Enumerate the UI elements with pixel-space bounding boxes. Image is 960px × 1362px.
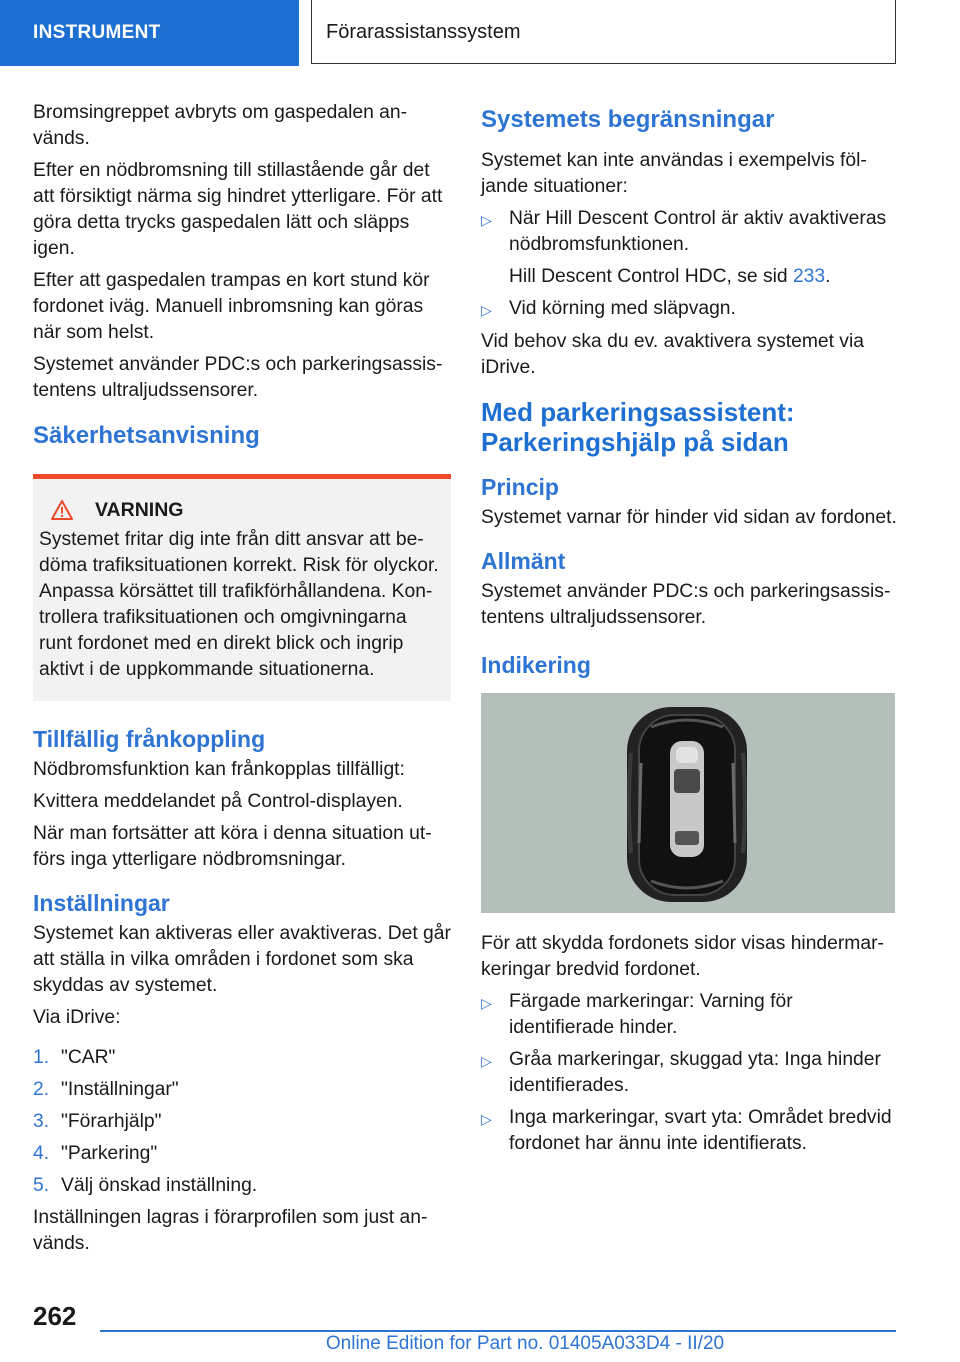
warning-title: VARNING <box>95 499 184 521</box>
left-column <box>33 100 451 1263</box>
list-item: 1. "CAR" <box>33 1047 116 1068</box>
right-column <box>481 100 897 1163</box>
warning-triangle-icon <box>51 500 73 520</box>
car-icon <box>670 741 704 857</box>
paragraph: Systemet kan inte användas i exempelvis föl-jande situationer: <box>481 150 867 197</box>
heading-temporary-disable: Tillfällig frånkoppling <box>33 726 266 752</box>
bullet-triangle-icon: ▷ <box>481 1111 492 1127</box>
heading-principle: Princip <box>481 474 559 500</box>
bullet-triangle-icon: ▷ <box>481 212 492 228</box>
limitations-list <box>481 206 897 323</box>
heading-safety: Säkerhetsanvisning <box>33 422 260 449</box>
paragraph: Vid behov ska du ev. avaktivera systemet via iDrive. <box>481 331 864 378</box>
paragraph: För att skydda fordonets sidor visas hindermar-keringar bredvid fordonet. <box>481 933 884 980</box>
paragraph: Inställningen lagras i förarprofilen som just an-vänds. <box>33 1207 428 1254</box>
list-item: 2. "Inställningar" <box>33 1079 179 1100</box>
footer-edition: Online Edition for Part no. 01405A033D4 - II/20 <box>325 1333 725 1354</box>
parking-display-figure <box>481 693 895 913</box>
list-item: ▷ När Hill Descent Control är aktiv avaktiveras nödbromsfunktionen. Hill Descent Control HDC, se sid 233. <box>481 206 897 290</box>
warning-text: Systemet fritar dig inte från ditt ansvar att be-döma trafiksituationen korrekt. Risk för olyckor. Anpassa körsättet till trafikförhållandena. Kon-trollera trafiksituationen och omgivningarna runt fordonet med en direkt blick och ingrip aktivt i de uppkommande situationerna. <box>39 529 439 680</box>
bullet-triangle-icon: ▷ <box>481 995 492 1011</box>
list-item: ▷ Färgade markeringar: Varning för identifierade hinder. <box>481 989 897 1041</box>
warning-box <box>33 474 451 701</box>
paragraph: Systemet använder PDC:s och parkeringsassis-tentens ultraljudssensorer. <box>33 354 443 401</box>
page-number: 262 <box>33 1301 77 1331</box>
list-item: 4. "Parkering" <box>33 1143 158 1164</box>
list-item: ▷ Inga markeringar, svart yta: Området bredvid fordonet har ännu inte identifierats. <box>481 1105 897 1157</box>
paragraph: Kvittera meddelandet på Control-displayen. <box>33 791 403 812</box>
paragraph: Efter att gaspedalen trampas en kort stund kör fordonet iväg. Manuell inbromsning kan göras när som helst. <box>33 270 430 343</box>
paragraph: Systemet kan aktiveras eller avaktiveras. Det går att ställa in vilka områden i fordonet som ska skyddas av systemet. <box>33 923 451 996</box>
list-item: ▷ Gråa markeringar, skuggad yta: Inga hinder identifierades. <box>481 1047 897 1099</box>
section-tab[interactable]: INSTRUMENT <box>0 0 299 66</box>
heading-indication: Indikering <box>481 652 591 678</box>
side-protection-illustration <box>481 693 895 913</box>
bullet-triangle-icon: ▷ <box>481 302 492 318</box>
paragraph: Systemet varnar för hinder vid sidan av fordonet. <box>481 507 897 528</box>
list-item: 3. "Förarhjälp" <box>33 1111 162 1132</box>
list-item: ▷ Vid körning med släpvagn. <box>481 296 897 323</box>
warning-title-row <box>39 497 445 523</box>
paragraph: Nödbromsfunktion kan frånkopplas tillfälligt: <box>33 759 405 780</box>
page-link[interactable]: 233 <box>792 266 826 287</box>
cross-reference: Hill Descent Control HDC, se sid 233. <box>509 266 831 287</box>
heading-settings: Inställningar <box>33 890 170 916</box>
page-header <box>0 0 960 66</box>
heading-general: Allmänt <box>481 548 566 574</box>
bullet-triangle-icon: ▷ <box>481 1053 492 1069</box>
chapter-title: Förarassistanssystem <box>311 0 896 64</box>
paragraph: Bromsingreppet avbryts om gaspedalen an-vänds. <box>33 102 408 149</box>
footer-divider <box>100 1330 896 1332</box>
paragraph: När man fortsätter att köra i denna situation ut-förs inga ytterligare nödbromsningar. <box>33 823 432 870</box>
markings-list <box>481 989 897 1157</box>
paragraph: Via iDrive: <box>33 1007 121 1028</box>
heading-limitations: Systemets begränsningar <box>481 106 775 133</box>
paragraph: Efter en nödbromsning till stillastående går det att försiktigt närma sig hindret ytterligare. För att göra detta trycks gaspedalen lätt och släpps igen. <box>33 160 443 259</box>
list-item: 5. Välj önskad inställning. <box>33 1175 258 1196</box>
heading-side-parking-aid: Med parkeringsassistent: Parkeringshjälp på sidan <box>481 397 795 457</box>
steps-list <box>33 1045 451 1199</box>
paragraph: Systemet använder PDC:s och parkeringsassis-tentens ultraljudssensorer. <box>481 581 891 628</box>
